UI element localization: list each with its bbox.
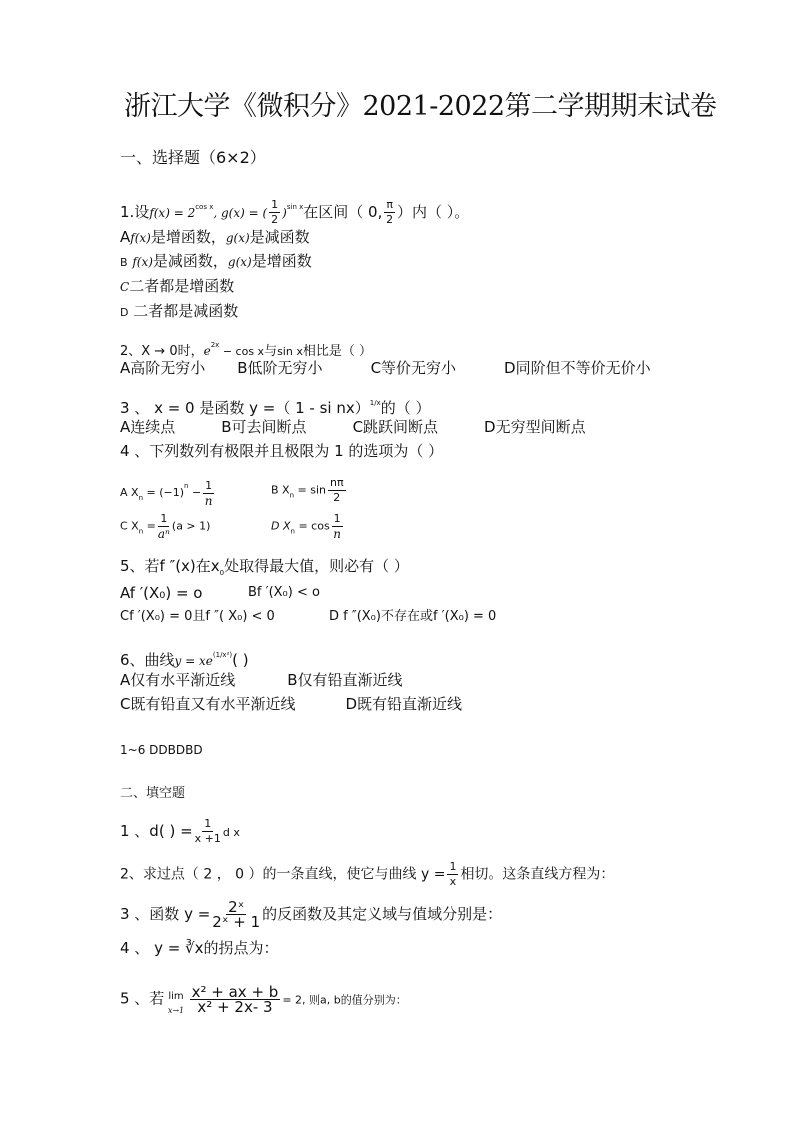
answer-key: 1~6 DDBDBD: [120, 743, 203, 757]
opt-letter: B: [120, 256, 128, 269]
q-text: 2、X → 0时，: [120, 344, 204, 359]
q-sup: sin x: [286, 203, 304, 211]
lim-label: lim: [168, 991, 184, 1002]
fraction: [190, 982, 281, 1016]
q-math: −: [188, 486, 202, 499]
option: C等价无穷小: [370, 359, 457, 377]
q-math: =: [143, 519, 156, 533]
q-sub: n: [290, 527, 295, 536]
den: x +1: [194, 832, 221, 845]
opt-letter: D: [120, 306, 129, 319]
question-5: [120, 556, 409, 583]
option: A高阶无穷小: [120, 359, 206, 377]
options-2: [120, 358, 651, 378]
q-sub: n: [138, 494, 143, 502]
q-math: C X: [120, 519, 139, 533]
fraction: [269, 198, 280, 227]
opt-letter: A: [120, 228, 131, 246]
q-text: 1.设: [120, 203, 150, 221]
options-6a: [120, 670, 403, 690]
q-text: 5、若f ″(x)在x: [120, 557, 220, 575]
den: 2ˣ + 1: [212, 913, 261, 931]
option: A仅有水平渐近线: [120, 671, 236, 689]
fraction: [447, 860, 458, 889]
q-math: (a > 1): [171, 519, 211, 533]
fraction: [195, 817, 221, 846]
option-1d: [120, 301, 238, 323]
option-1b: [120, 251, 312, 273]
option-1c: [120, 276, 234, 297]
q-math: g(x): [225, 231, 250, 245]
option-4b: [271, 476, 348, 506]
q-text: 3 、 x = 0 是函数 y =（ 1 - si nx）: [120, 399, 370, 417]
num: nπ: [330, 476, 344, 489]
q-sup: n: [184, 482, 189, 490]
q-text: ）内（ ）。: [396, 203, 470, 221]
q-text: 二者都是减函数: [133, 302, 239, 320]
lim-sub: x→1: [167, 1006, 185, 1015]
q-text: 处取得最大值，则必有（ ）: [224, 557, 409, 575]
option-5c: Cf ′(X₀) = 0且f ″( X₀) < 0: [120, 609, 275, 624]
q-sub: 0: [219, 569, 225, 577]
den: aⁿ: [157, 527, 170, 541]
q-math: f(x): [132, 255, 153, 269]
q-sub: n: [289, 491, 295, 500]
option: B仅有铅直渐近线: [287, 671, 403, 689]
fraction: [332, 512, 343, 541]
fill-5: [120, 980, 407, 1018]
q-math: = (−1): [143, 486, 185, 499]
q-math: = cos: [294, 519, 330, 533]
option: B可去间断点: [221, 418, 307, 436]
fill-3: [120, 900, 502, 929]
options-3: [120, 417, 586, 437]
den: 2: [333, 491, 341, 504]
fraction: [158, 512, 170, 541]
q-math: f(x): [130, 231, 151, 245]
option-4d: [271, 512, 345, 542]
fill-1: [120, 817, 240, 846]
question-3: [120, 393, 431, 418]
option-4a: [120, 476, 216, 508]
den: 2: [386, 213, 394, 226]
option: D既有铅直渐近线: [345, 695, 463, 713]
section-choice-heading: 一、选择题（6×2）: [120, 148, 266, 167]
options-6c: [120, 694, 462, 714]
limit: [166, 990, 185, 1018]
q-math: , g(x) = (: [213, 206, 268, 220]
q-math: y = xe: [174, 654, 213, 668]
q-text: 相比是（ ）: [302, 344, 372, 359]
den: n: [204, 493, 213, 508]
q-math: A X: [120, 486, 139, 499]
option: C跳跃间断点: [352, 418, 439, 436]
question-1: [120, 197, 469, 227]
option-5b: Bf ′(X₀) < o: [248, 585, 320, 600]
q-math: e: [203, 344, 211, 358]
q-sup: 2x: [210, 341, 220, 349]
den: x: [449, 875, 457, 888]
num: π: [386, 198, 393, 211]
q-text: 相切。这条直线方程为：: [460, 866, 615, 883]
q-text: 2、求过点（ 2 ， 0 ）的一条直线，使它与曲线 y =: [120, 866, 446, 883]
option: B低阶无穷小: [237, 359, 323, 377]
q-math: d x: [222, 826, 240, 839]
q-text: 的（ ）: [380, 399, 431, 417]
q-text: 是减函数，: [152, 252, 228, 270]
fraction: [203, 479, 214, 508]
q-math: B X: [271, 483, 290, 497]
q-text: 在区间（ 0,: [303, 203, 383, 221]
num: 1: [205, 478, 213, 492]
q-text: 是减函数: [249, 228, 310, 246]
q-sup: (1/x²): [212, 651, 233, 659]
q-text: 与: [264, 344, 278, 359]
question-6: [120, 645, 249, 671]
q-math: = sin: [294, 483, 326, 497]
option: D同阶但不等价无价小: [504, 359, 651, 377]
q-text: = 2, 则a, b的值分别为：: [282, 993, 407, 1007]
q-text: 二者都是增函数: [129, 277, 235, 295]
den: x² + 2x- 3: [197, 997, 273, 1016]
q-math: ): [282, 206, 287, 220]
q-math: sin x: [277, 345, 303, 358]
q-sup: 1/x: [369, 399, 381, 407]
q-math: f(x) = 2: [149, 206, 196, 220]
option: C既有铅直又有水平渐近线: [120, 695, 296, 713]
option: D无穷型间断点: [484, 418, 586, 436]
option-5d: D f ″(X₀)不存在或f ′(X₀) = 0: [329, 609, 497, 624]
fraction: [328, 476, 346, 505]
q-text: 是增函数: [251, 252, 312, 270]
num: 1: [160, 512, 168, 525]
num: 1: [204, 817, 212, 830]
q-math: D X: [271, 519, 291, 533]
exam-title: 浙江大学《微积分》2021-2022第二学期期末试卷: [124, 91, 717, 122]
fraction: [384, 198, 395, 227]
num: 2ˣ: [228, 898, 245, 916]
option-4c: [120, 512, 210, 542]
fill-4: 4 、 y = ∛x的拐点为：: [120, 939, 279, 957]
num: x² + ax + b: [191, 982, 279, 1001]
num: 1: [333, 512, 341, 525]
q-text: 是增函数，: [150, 228, 226, 246]
fill-2: [120, 860, 614, 889]
option-1a: [120, 227, 310, 248]
section-fill-heading: 二、填空题: [120, 786, 186, 801]
question-4: 4 、下列数列有极限并且极限为 1 的选项为（ ）: [120, 442, 444, 460]
option: A连续点: [120, 418, 176, 436]
q-math: g(x): [227, 255, 252, 269]
den: n: [333, 527, 342, 541]
q-text: 5 、若: [120, 989, 165, 1008]
opt-letter: C: [120, 280, 130, 294]
q-sub: n: [138, 527, 144, 536]
q-text: 的反函数及其定义域与值域分别是：: [262, 905, 503, 923]
q-text: 3 、函数 y =: [120, 905, 211, 923]
q-math: − cos x: [219, 345, 265, 358]
num: 1: [271, 198, 279, 211]
fraction: [212, 900, 260, 929]
den: 2: [271, 213, 279, 226]
option-5a: Af ′(X₀) = o: [120, 584, 203, 602]
q-sup: cos x: [195, 203, 214, 211]
q-text: 1 、d( ) =: [120, 822, 193, 840]
num: 1: [449, 860, 457, 873]
q-text: ( ): [232, 651, 249, 669]
q-text: 6、曲线: [120, 651, 175, 669]
